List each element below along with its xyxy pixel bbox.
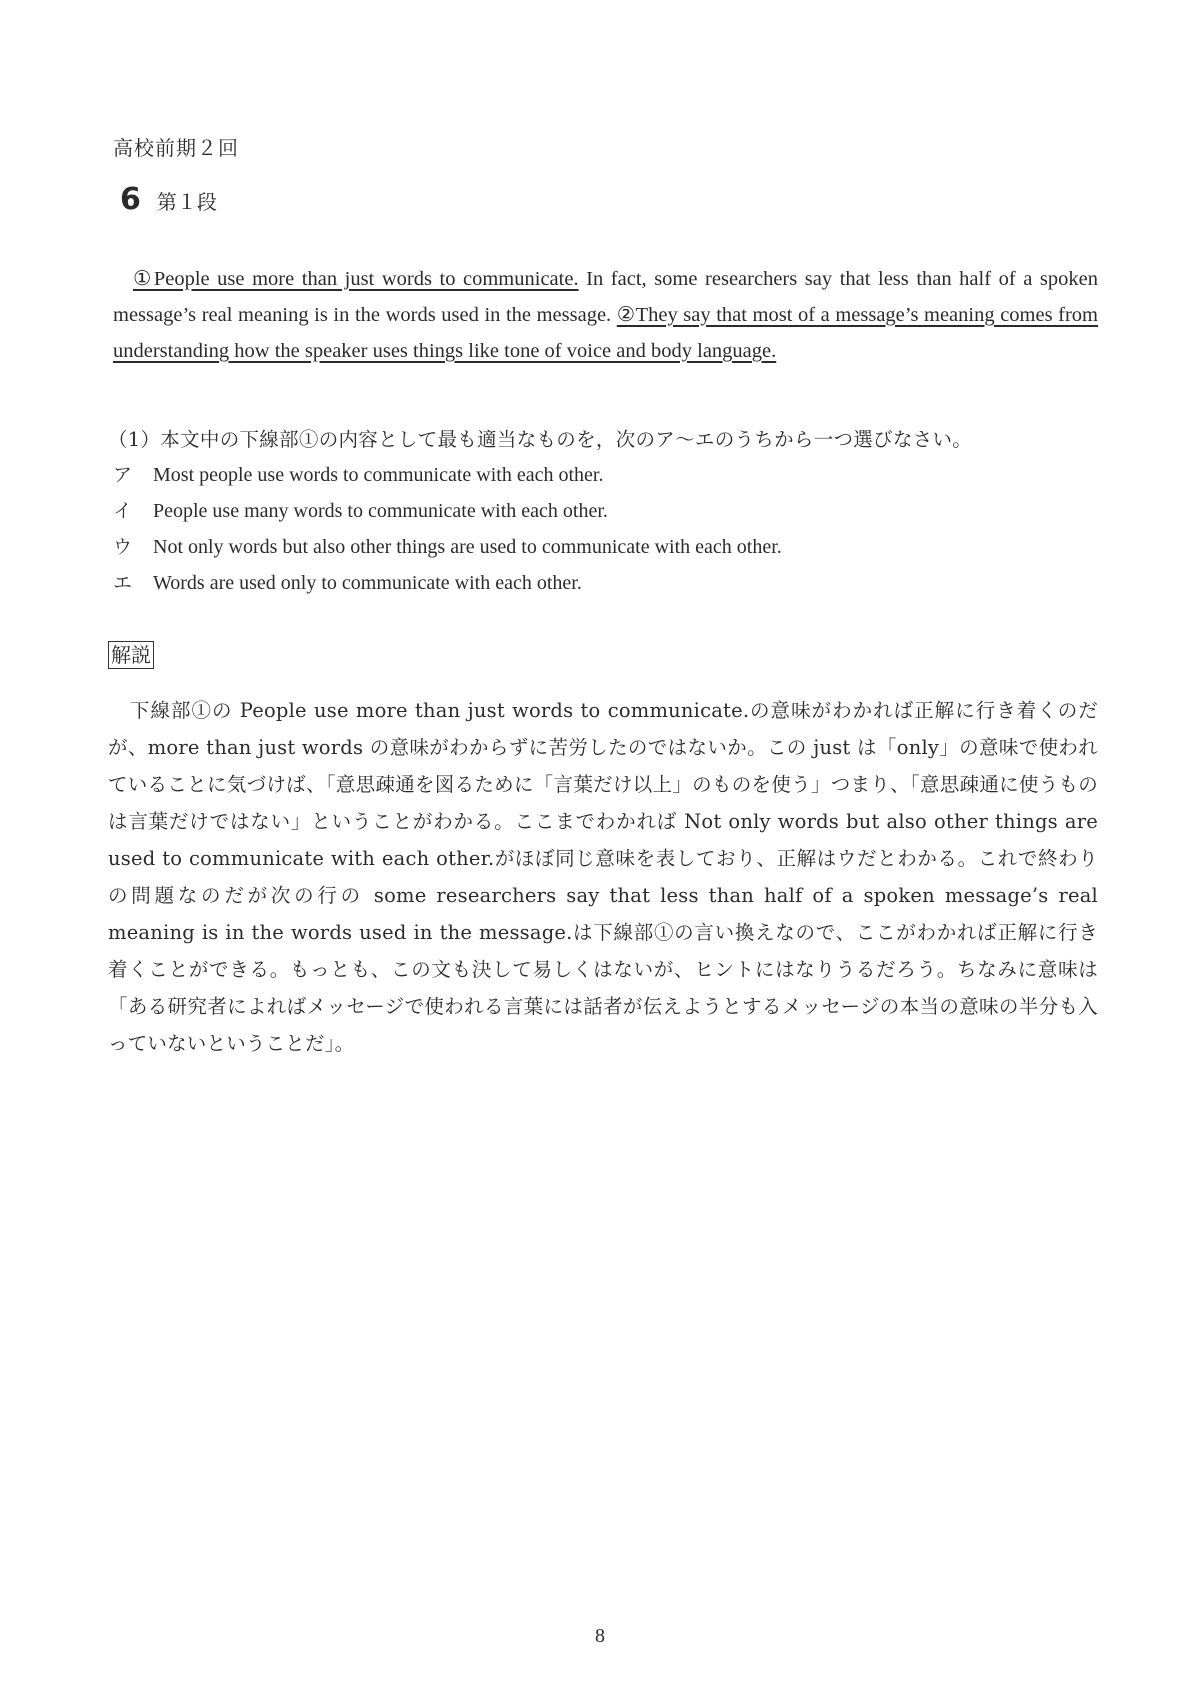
reading-passage: [113, 261, 1098, 369]
choice-text: Not only words but also other things are used to communicate with each other.: [153, 536, 782, 558]
answer-choices: [113, 460, 1098, 604]
choice-marker: イ: [113, 500, 133, 522]
choice-marker: ア: [113, 464, 133, 486]
explanation-label: 解説: [108, 641, 154, 669]
choice-text: Words are used only to communicate with each other.: [153, 572, 582, 594]
choice-item: [113, 460, 1098, 496]
choice-text: Most people use words to communicate with each other.: [153, 464, 604, 486]
choice-item: [113, 496, 1098, 532]
choice-marker: エ: [113, 572, 133, 594]
page-number: 8: [595, 1625, 605, 1647]
passage-plain-text: In fact, some researchers say that less than half of a spoken message’s real meaning is in the words used in the message.: [113, 267, 1099, 326]
underlined-sentence-2: ②They say that most of a message’s meaning comes from understanding how the speaker uses things like tone of voice and body language.: [113, 303, 1098, 362]
choice-item: [113, 568, 1098, 604]
explanation-body: 下線部①の People use more than just words to communicate.の意味がわかれば正解に行き着くのだが、more than just words の意味がわからずに苦労したのではないか。この just は「only」の意味で使われていることに気づけば、「意思疎通を図るために「言葉だけ以上」のものを使う」つまり、「意思疎通に使うものは言葉だけではない」ということがわかる。ここまでわかれば Not only words but also other things are used to communicate with each other.がほぼ同じ意味を表しており、正解はウだとわかる。これで終わりの問題なのだが次の行の some researchers say that less than half of a spoken message’s real meaning is in the words used in the message.は下線部①の言い換えなので、ここがわかれば正解に行き着くことができる。もっとも、この文も決して易しくはないが、ヒントにはなりうるだろう。ちなみに意味は「ある研究者によればメッセージで使われる言葉には話者が伝えようとするメッセージの本当の意味の半分も入っていないということだ」。: [108, 698, 1098, 1055]
exam-label: 高校前期２回: [113, 136, 239, 160]
choice-item: [113, 532, 1098, 568]
question-1: （1）本文中の下線部①の内容として最も適当なものを，次のア～エのうちから一つ選びなさい。: [108, 428, 973, 451]
section-heading: [120, 182, 217, 217]
section-subtitle: 第１段: [156, 190, 217, 214]
section-number: 6: [120, 182, 141, 217]
choice-text: People use many words to communicate with each other.: [153, 500, 608, 522]
choice-marker: ウ: [113, 536, 133, 558]
underlined-sentence-1: ①People use more than just words to communicate.: [133, 267, 579, 290]
